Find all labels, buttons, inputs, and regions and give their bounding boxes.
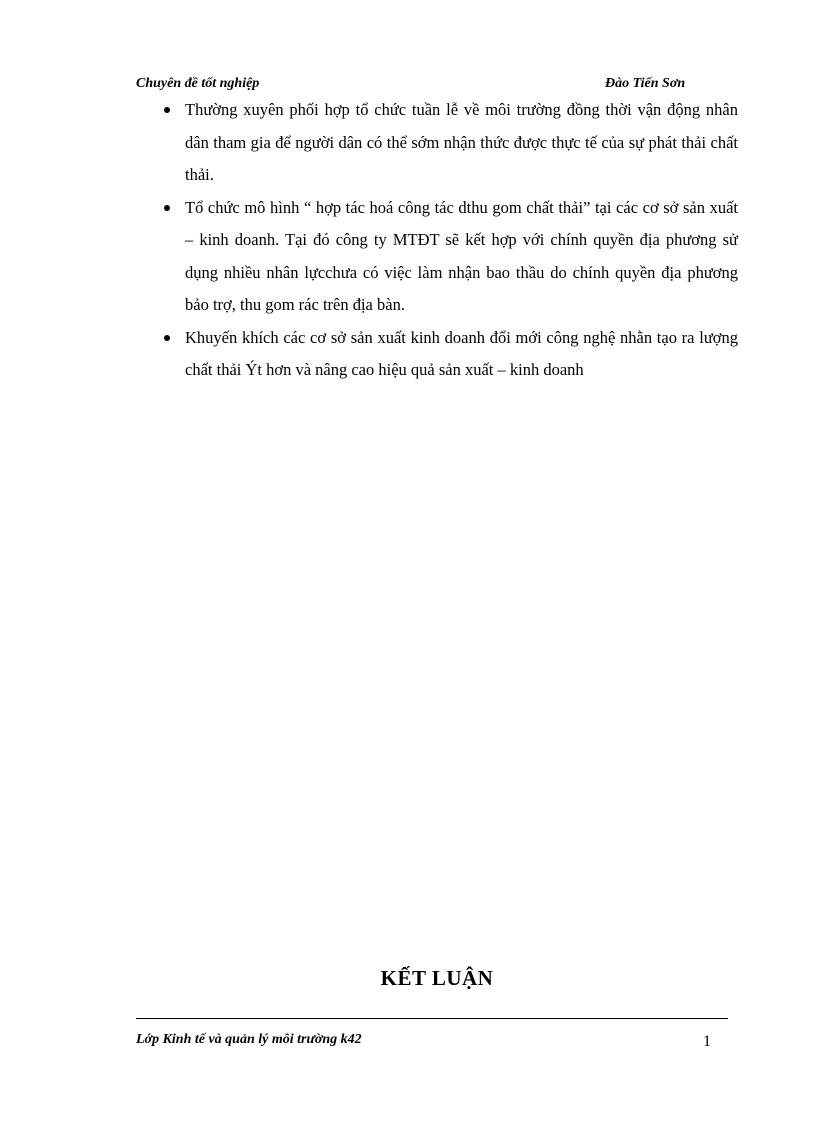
bullet-item xyxy=(185,94,738,192)
bullet-text: Tổ chức mô hình “ hợp tác hoá công tác dthu gom chất thải” tại các cơ sở sản xuất – kinh doanh. Tại đó công ty MTĐT sẽ kết hợp với chính quyền địa phương sử dụng nhiều nhân lựcchưa có việc làm nhận bao thầu do chính quyền địa phương bảo trợ, thu gom rác trên địa bàn. xyxy=(185,197,738,314)
header-title: Chuyên đề tốt nghiệp xyxy=(136,76,260,91)
bullet-item xyxy=(185,192,738,322)
bullet-text: Khuyến khích các cơ sở sản xuất kinh doanh đổi mới công nghệ nhằn tạo ra lượng chất thải Ýt hơn và nâng cao hiệu quả sản xuất – kinh doanh xyxy=(185,327,738,379)
bullet-item xyxy=(185,322,738,387)
bullet-text: Thường xuyên phối hợp tổ chức tuần lễ về môi trường đồng thời vận động nhân dân tham gia để người dân có thể sớm nhận thức được thực tế của sự phát thải chất thải. xyxy=(185,100,738,184)
page-number: 1 xyxy=(703,1033,711,1050)
bullet-icon xyxy=(164,335,170,341)
bullet-list xyxy=(185,94,738,387)
footer-divider xyxy=(136,1018,728,1019)
header-author: Đào Tiến Sơn xyxy=(605,76,686,91)
bullet-icon xyxy=(164,205,170,211)
footer-class-name: Lớp Kinh tế và quản lý môi trường k42 xyxy=(136,1032,362,1047)
section-heading: KẾT LUẬN xyxy=(380,966,494,990)
bullet-icon xyxy=(164,107,170,113)
